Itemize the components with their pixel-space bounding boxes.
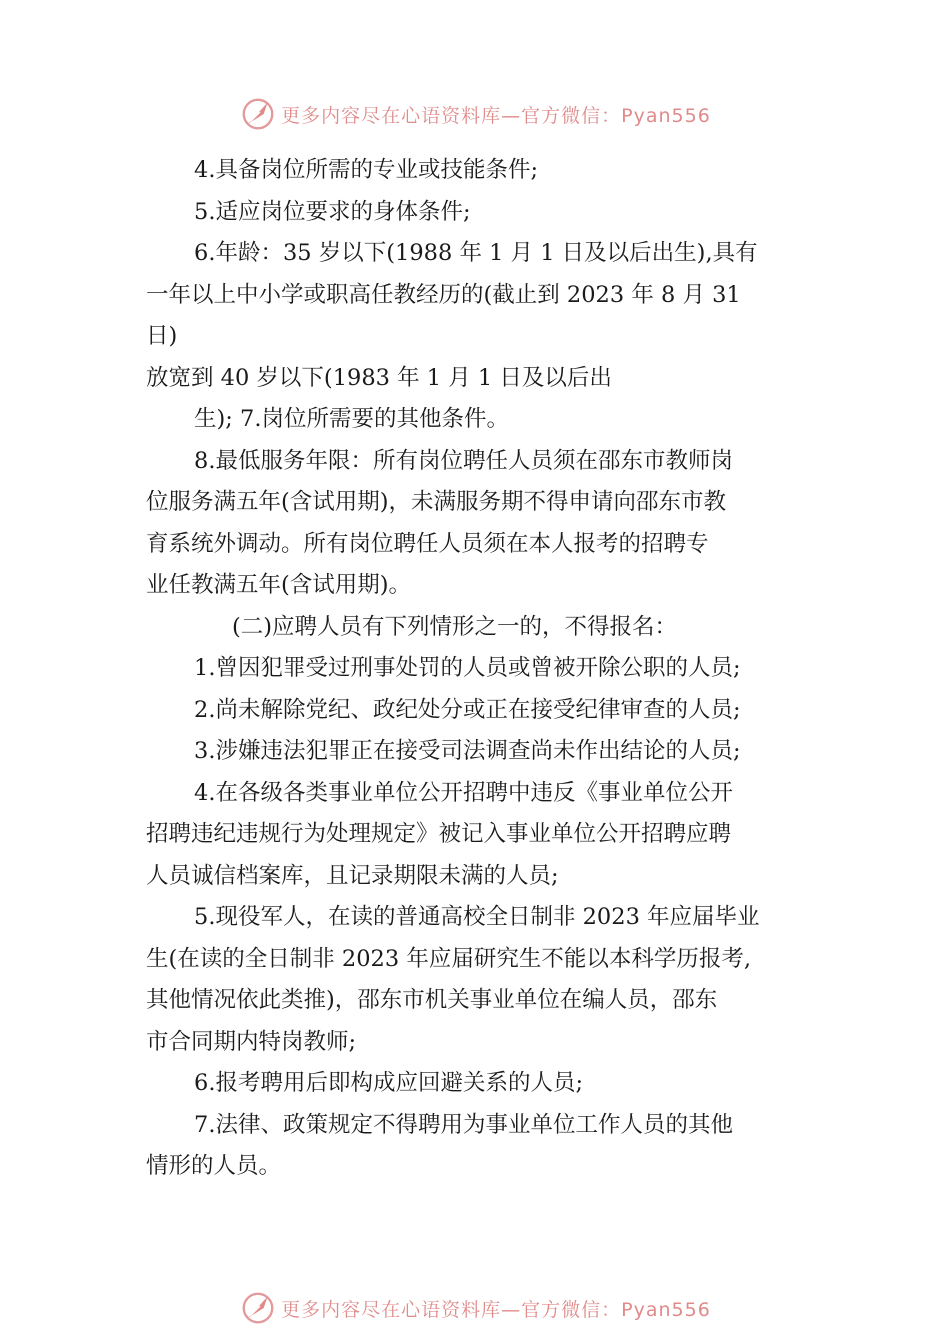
quill-logo-icon (239, 95, 277, 133)
watermark-text: 更多内容尽在心语资料库—官方微信：Pyan556 (281, 1298, 711, 1321)
paragraph-line: 人员诚信档案库，且记录期限未满的人员; (146, 862, 559, 889)
paragraph-line: 招聘违纪违规行为处理规定》被记入事业单位公开招聘应聘 (146, 821, 732, 847)
paragraph-line: 4.在各级各类事业单位公开招聘中违反《事业单位公开 (194, 779, 733, 806)
paragraph-line: 育系统外调动。所有岗位聘任人员须在本人报考的招聘专 (146, 530, 709, 557)
paragraph-line: 一年以上中小学或职高任教经历的(截止到 2023 年 8 月 31 (146, 281, 741, 308)
paragraph-line: 日) (146, 323, 178, 349)
watermark-text: 更多内容尽在心语资料库—官方微信：Pyan556 (281, 104, 711, 127)
paragraph-line: 3.涉嫌违法犯罪正在接受司法调查尚未作出结论的人员; (194, 738, 741, 764)
paragraph-line: 5.现役军人，在读的普通高校全日制非 2023 年应届毕业 (194, 904, 760, 930)
paragraph-line: 位服务满五年(含试用期)，未满服务期不得申请向邵东市教 (146, 489, 727, 515)
paragraph-line: 生(在读的全日制非 2023 年应届研究生不能以本科学历报考, (146, 945, 751, 972)
section-heading: (二)应聘人员有下列情形之一的，不得报名： (232, 613, 678, 640)
paragraph-line: 6.年龄：35 岁以下(1988 年 1 月 1 日及以后出生),具有 (194, 240, 758, 266)
quill-logo-icon (239, 1289, 277, 1327)
paragraph-line: 4.具备岗位所需的专业或技能条件; (194, 157, 539, 183)
paragraph-line: 业任教满五年(含试用期)。 (146, 572, 412, 598)
paragraph-line: 其他情况依此类推)，邵东市机关事业单位在编人员，邵东 (146, 987, 718, 1013)
paragraph-line: 2.尚未解除党纪、政纪处分或正在接受纪律审查的人员; (194, 696, 741, 723)
paragraph-line: 1.曾因犯罪受过刑事处罚的人员或曾被开除公职的人员; (194, 655, 741, 681)
paragraph-line: 放宽到 40 岁以下(1983 年 1 月 1 日及以后出 (146, 364, 612, 391)
watermark-header (0, 94, 950, 134)
paragraph-line: 市合同期内特岗教师; (146, 1028, 357, 1055)
document-body (146, 150, 810, 1188)
paragraph-line: 6.报考聘用后即构成应回避关系的人员; (194, 1070, 584, 1096)
paragraph-line: 情形的人员。 (146, 1153, 282, 1179)
paragraph-line: 5.适应岗位要求的身体条件; (194, 198, 471, 225)
paragraph-line: 8.最低服务年限：所有岗位聘任人员须在邵东市教师岗 (194, 447, 733, 474)
watermark-footer (0, 1288, 950, 1328)
paragraph-line: 生); 7.岗位所需要的其他条件。 (194, 406, 509, 432)
paragraph-line: 7.法律、政策规定不得聘用为事业单位工作人员的其他 (194, 1111, 733, 1138)
